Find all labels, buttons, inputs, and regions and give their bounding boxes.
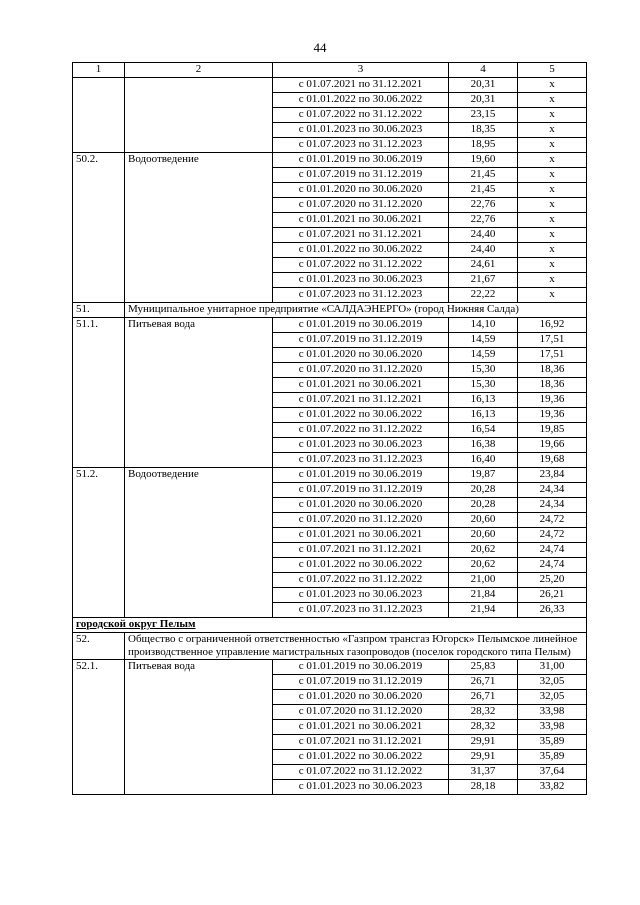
tariff-vat-value: х bbox=[518, 228, 587, 243]
period-cell: с 01.07.2020 по 31.12.2020 bbox=[273, 705, 449, 720]
tariff-vat-value: 19,85 bbox=[518, 423, 587, 438]
period-cell: с 01.07.2021 по 31.12.2021 bbox=[273, 228, 449, 243]
column-header: 2 bbox=[125, 63, 273, 78]
tariff-vat-value: 24,74 bbox=[518, 543, 587, 558]
period-cell: с 01.01.2019 по 30.06.2019 bbox=[273, 468, 449, 483]
tariff-value: 15,30 bbox=[449, 363, 518, 378]
tariff-vat-value: х bbox=[518, 93, 587, 108]
row-number: 51.2. bbox=[73, 468, 125, 618]
tariff-vat-value: х bbox=[518, 138, 587, 153]
tariff-vat-value: х bbox=[518, 243, 587, 258]
tariff-value: 16,54 bbox=[449, 423, 518, 438]
tariff-vat-value: х bbox=[518, 213, 587, 228]
tariff-value: 24,40 bbox=[449, 243, 518, 258]
tariff-value: 20,62 bbox=[449, 558, 518, 573]
tariff-value: 20,31 bbox=[449, 78, 518, 93]
tariff-value: 14,59 bbox=[449, 333, 518, 348]
tariff-vat-value: 33,82 bbox=[518, 780, 587, 795]
period-cell: с 01.07.2020 по 31.12.2020 bbox=[273, 198, 449, 213]
period-cell: с 01.07.2021 по 31.12.2021 bbox=[273, 735, 449, 750]
period-cell: с 01.01.2023 по 30.06.2023 bbox=[273, 273, 449, 288]
section-title: городской округ Пелым bbox=[73, 618, 587, 633]
tariff-value: 21,00 bbox=[449, 573, 518, 588]
service-name: Питьевая вода bbox=[125, 660, 273, 795]
period-cell: с 01.07.2021 по 31.12.2021 bbox=[273, 78, 449, 93]
tariff-vat-value: 18,36 bbox=[518, 378, 587, 393]
tariff-vat-value: 24,72 bbox=[518, 513, 587, 528]
tariff-value: 19,60 bbox=[449, 153, 518, 168]
period-cell: с 01.07.2023 по 31.12.2023 bbox=[273, 453, 449, 468]
tariff-vat-value: 23,84 bbox=[518, 468, 587, 483]
tariff-value: 21,45 bbox=[449, 183, 518, 198]
tariff-vat-value: 19,36 bbox=[518, 393, 587, 408]
tariff-vat-value: х bbox=[518, 273, 587, 288]
period-cell: с 01.01.2023 по 30.06.2023 bbox=[273, 780, 449, 795]
tariff-vat-value: 19,66 bbox=[518, 438, 587, 453]
tariff-value: 28,32 bbox=[449, 720, 518, 735]
tariff-value: 31,37 bbox=[449, 765, 518, 780]
section-row bbox=[73, 618, 587, 633]
period-cell: с 01.01.2021 по 30.06.2021 bbox=[273, 528, 449, 543]
table-row bbox=[73, 78, 587, 93]
tariff-vat-value: 17,51 bbox=[518, 348, 587, 363]
tariff-value: 20,31 bbox=[449, 93, 518, 108]
tariff-value: 16,13 bbox=[449, 408, 518, 423]
tariff-vat-value: х bbox=[518, 78, 587, 93]
period-cell: с 01.07.2019 по 31.12.2019 bbox=[273, 483, 449, 498]
tariff-vat-value: х bbox=[518, 258, 587, 273]
tariff-value: 16,38 bbox=[449, 438, 518, 453]
tariff-value: 21,67 bbox=[449, 273, 518, 288]
period-cell: с 01.01.2019 по 30.06.2019 bbox=[273, 318, 449, 333]
period-cell: с 01.07.2022 по 31.12.2022 bbox=[273, 573, 449, 588]
period-cell: с 01.07.2023 по 31.12.2023 bbox=[273, 138, 449, 153]
row-number: 50.2. bbox=[73, 153, 125, 303]
service-name: Водоотведение bbox=[125, 153, 273, 303]
tariff-vat-value: 18,36 bbox=[518, 363, 587, 378]
row-number: 52. bbox=[73, 633, 125, 660]
period-cell: с 01.01.2023 по 30.06.2023 bbox=[273, 438, 449, 453]
table-row bbox=[73, 153, 587, 168]
tariff-value: 26,71 bbox=[449, 690, 518, 705]
period-cell: с 01.01.2019 по 30.06.2019 bbox=[273, 660, 449, 675]
period-cell: с 01.07.2022 по 31.12.2022 bbox=[273, 423, 449, 438]
tariff-vat-value: 33,98 bbox=[518, 705, 587, 720]
table-header-row bbox=[73, 63, 587, 78]
tariff-value: 28,18 bbox=[449, 780, 518, 795]
period-cell: с 01.07.2021 по 31.12.2021 bbox=[273, 393, 449, 408]
period-cell: с 01.01.2022 по 30.06.2022 bbox=[273, 558, 449, 573]
period-cell: с 01.07.2019 по 31.12.2019 bbox=[273, 168, 449, 183]
organization-name: Общество с ограниченной ответственностью «Газпром трансгаз Югорск» Пелымское линейное производственное управление магистральных газопроводов (поселок городского типа Пелым) bbox=[125, 633, 587, 660]
period-cell: с 01.01.2023 по 30.06.2023 bbox=[273, 123, 449, 138]
tariff-value: 21,45 bbox=[449, 168, 518, 183]
tariff-value: 22,76 bbox=[449, 198, 518, 213]
tariff-value: 23,15 bbox=[449, 108, 518, 123]
tariff-value: 29,91 bbox=[449, 750, 518, 765]
organization-row bbox=[73, 303, 587, 318]
page-number: 44 bbox=[313, 40, 327, 55]
tariff-value: 14,10 bbox=[449, 318, 518, 333]
tariff-vat-value: 32,05 bbox=[518, 690, 587, 705]
period-cell: с 01.07.2022 по 31.12.2022 bbox=[273, 258, 449, 273]
service-name: Водоотведение bbox=[125, 468, 273, 618]
period-cell: с 01.01.2023 по 30.06.2023 bbox=[273, 588, 449, 603]
period-cell: с 01.01.2020 по 30.06.2020 bbox=[273, 498, 449, 513]
table-body bbox=[73, 78, 587, 795]
period-cell: с 01.01.2022 по 30.06.2022 bbox=[273, 93, 449, 108]
period-cell: с 01.07.2023 по 31.12.2023 bbox=[273, 288, 449, 303]
tariff-value: 18,35 bbox=[449, 123, 518, 138]
tariff-value: 22,22 bbox=[449, 288, 518, 303]
tariff-value: 19,87 bbox=[449, 468, 518, 483]
tariff-vat-value: 35,89 bbox=[518, 735, 587, 750]
tariff-vat-value: 24,34 bbox=[518, 483, 587, 498]
period-cell: с 01.01.2020 по 30.06.2020 bbox=[273, 348, 449, 363]
column-header: 3 bbox=[273, 63, 449, 78]
tariff-vat-value: 24,72 bbox=[518, 528, 587, 543]
tariff-value: 24,40 bbox=[449, 228, 518, 243]
tariff-vat-value: х bbox=[518, 153, 587, 168]
period-cell: с 01.01.2019 по 30.06.2019 bbox=[273, 153, 449, 168]
tariff-vat-value: 24,34 bbox=[518, 498, 587, 513]
tariff-value: 16,40 bbox=[449, 453, 518, 468]
tariff-value: 24,61 bbox=[449, 258, 518, 273]
period-cell: с 01.07.2019 по 31.12.2019 bbox=[273, 333, 449, 348]
period-cell: с 01.01.2021 по 30.06.2021 bbox=[273, 720, 449, 735]
tariff-vat-value: х bbox=[518, 123, 587, 138]
tariff-vat-value: 19,36 bbox=[518, 408, 587, 423]
tariff-value: 14,59 bbox=[449, 348, 518, 363]
tariff-vat-value: 32,05 bbox=[518, 675, 587, 690]
period-cell: с 01.07.2021 по 31.12.2021 bbox=[273, 543, 449, 558]
row-number bbox=[73, 78, 125, 153]
period-cell: с 01.07.2019 по 31.12.2019 bbox=[273, 675, 449, 690]
table-row bbox=[73, 318, 587, 333]
period-cell: с 01.07.2022 по 31.12.2022 bbox=[273, 108, 449, 123]
tariff-value: 20,60 bbox=[449, 528, 518, 543]
tariff-table bbox=[72, 62, 587, 795]
column-header: 1 bbox=[73, 63, 125, 78]
tariff-value: 29,91 bbox=[449, 735, 518, 750]
tariff-value: 18,95 bbox=[449, 138, 518, 153]
row-number: 51. bbox=[73, 303, 125, 318]
tariff-value: 21,84 bbox=[449, 588, 518, 603]
period-cell: с 01.01.2022 по 30.06.2022 bbox=[273, 750, 449, 765]
organization-name: Муниципальное унитарное предприятие «САЛДАЭНЕРГО» (город Нижняя Салда) bbox=[125, 303, 587, 318]
period-cell: с 01.07.2023 по 31.12.2023 bbox=[273, 603, 449, 618]
period-cell: с 01.01.2022 по 30.06.2022 bbox=[273, 243, 449, 258]
tariff-vat-value: 31,00 bbox=[518, 660, 587, 675]
tariff-vat-value: х bbox=[518, 108, 587, 123]
tariff-value: 20,62 bbox=[449, 543, 518, 558]
period-cell: с 01.01.2020 по 30.06.2020 bbox=[273, 690, 449, 705]
period-cell: с 01.01.2021 по 30.06.2021 bbox=[273, 213, 449, 228]
tariff-value: 21,94 bbox=[449, 603, 518, 618]
tariff-value: 20,28 bbox=[449, 483, 518, 498]
tariff-vat-value: 24,74 bbox=[518, 558, 587, 573]
tariff-vat-value: 17,51 bbox=[518, 333, 587, 348]
tariff-value: 28,32 bbox=[449, 705, 518, 720]
period-cell: с 01.01.2020 по 30.06.2020 bbox=[273, 183, 449, 198]
table-row bbox=[73, 660, 587, 675]
tariff-value: 25,83 bbox=[449, 660, 518, 675]
tariff-vat-value: 26,21 bbox=[518, 588, 587, 603]
tariff-vat-value: 25,20 bbox=[518, 573, 587, 588]
tariff-value: 26,71 bbox=[449, 675, 518, 690]
period-cell: с 01.01.2022 по 30.06.2022 bbox=[273, 408, 449, 423]
tariff-vat-value: х bbox=[518, 288, 587, 303]
period-cell: с 01.01.2021 по 30.06.2021 bbox=[273, 378, 449, 393]
tariff-vat-value: х bbox=[518, 198, 587, 213]
tariff-value: 20,60 bbox=[449, 513, 518, 528]
organization-row bbox=[73, 633, 587, 660]
tariff-value: 22,76 bbox=[449, 213, 518, 228]
tariff-vat-value: х bbox=[518, 168, 587, 183]
tariff-vat-value: х bbox=[518, 183, 587, 198]
tariff-vat-value: 16,92 bbox=[518, 318, 587, 333]
tariff-vat-value: 26,33 bbox=[518, 603, 587, 618]
tariff-vat-value: 37,64 bbox=[518, 765, 587, 780]
service-name bbox=[125, 78, 273, 153]
tariff-vat-value: 33,98 bbox=[518, 720, 587, 735]
table-row bbox=[73, 468, 587, 483]
period-cell: с 01.07.2022 по 31.12.2022 bbox=[273, 765, 449, 780]
service-name: Питьевая вода bbox=[125, 318, 273, 468]
column-header: 5 bbox=[518, 63, 587, 78]
tariff-value: 16,13 bbox=[449, 393, 518, 408]
tariff-value: 20,28 bbox=[449, 498, 518, 513]
tariff-vat-value: 35,89 bbox=[518, 750, 587, 765]
period-cell: с 01.07.2020 по 31.12.2020 bbox=[273, 513, 449, 528]
tariff-value: 15,30 bbox=[449, 378, 518, 393]
column-header: 4 bbox=[449, 63, 518, 78]
tariff-vat-value: 19,68 bbox=[518, 453, 587, 468]
row-number: 51.1. bbox=[73, 318, 125, 468]
row-number: 52.1. bbox=[73, 660, 125, 795]
period-cell: с 01.07.2020 по 31.12.2020 bbox=[273, 363, 449, 378]
